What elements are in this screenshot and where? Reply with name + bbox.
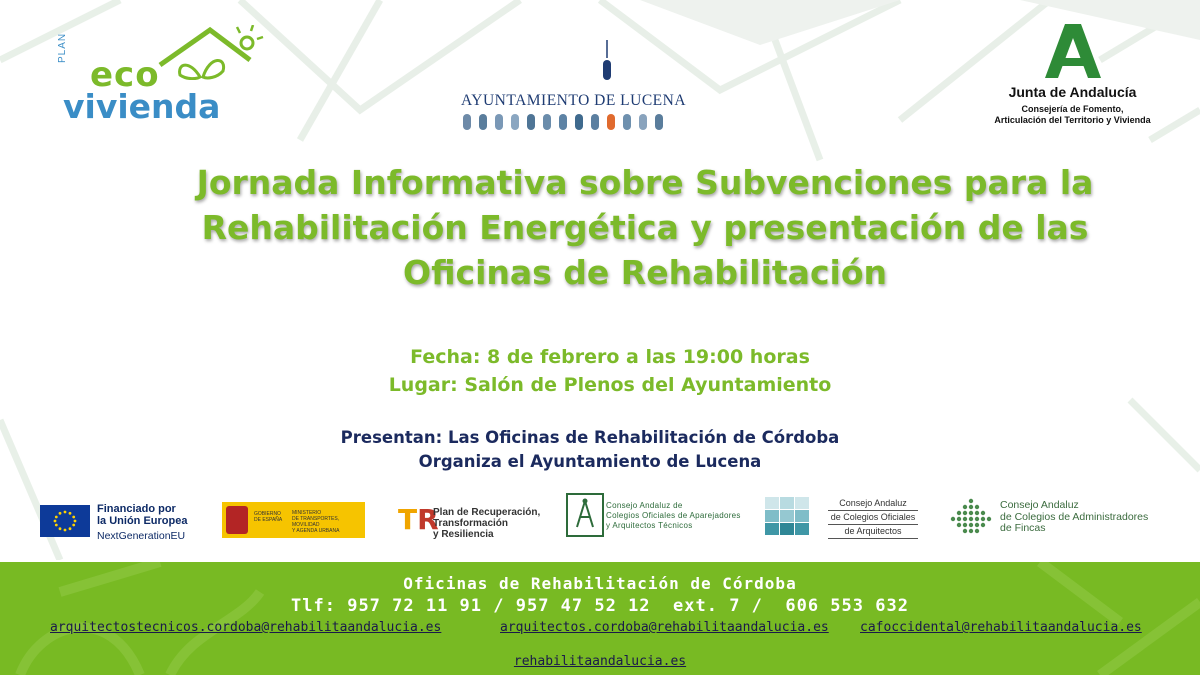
junta-andalucia-logo: [985, 22, 1160, 132]
eu-line: NextGenerationEU: [97, 530, 186, 542]
eu-stars-icon: [40, 505, 90, 537]
plan-label: PLAN: [57, 32, 68, 63]
footer-phone: Tlf: 957 72 11 91 / 957 47 52 12 ext. 7 / 606 553 632: [291, 596, 909, 616]
email-link[interactable]: arquitectos.cordoba@rehabilitaandalucia.es: [500, 620, 829, 635]
compass-icon: [568, 495, 602, 535]
organizer-line: Organiza el Ayuntamiento de Lucena: [418, 452, 762, 471]
email-link[interactable]: arquitectostecnicos.cordoba@rehabilitaandalucia.es: [50, 620, 442, 635]
eco-label: eco: [90, 55, 160, 95]
junta-a-icon: [1043, 22, 1103, 80]
ayuntamiento-lucena-logo: [455, 40, 687, 135]
tower-icon: [600, 40, 614, 82]
grid-cell: [765, 497, 779, 509]
arquitectos-text: [828, 497, 918, 539]
aparejadores-text: [606, 501, 741, 531]
grid-cell: [780, 510, 794, 522]
arq-line: de Colegios Oficiales: [828, 511, 918, 525]
website-link[interactable]: rehabilitaandalucia.es: [513, 654, 687, 669]
presenters: [240, 426, 940, 474]
gob-text: [254, 511, 282, 523]
title-line: Jornada Informativa sobre Subvenciones para la: [196, 163, 1094, 202]
arquitectos-grid-icon: [765, 497, 809, 535]
event-details: [300, 343, 920, 399]
grid-cell: [795, 497, 809, 509]
event-date: Fecha: 8 de febrero a las 19:00 horas: [410, 346, 810, 368]
plan-eco-vivienda-logo: [55, 25, 265, 125]
eu-line: Financiado por: [97, 503, 176, 515]
house-leaf-icon: [155, 25, 265, 80]
presenters-line: Presentan: Las Oficinas de Rehabilitación de Córdoba: [340, 428, 840, 447]
grid-cell: [765, 523, 779, 535]
grid-cell: [780, 497, 794, 509]
prtr-line: Transformación: [433, 518, 509, 529]
grid-cell: [795, 510, 809, 522]
arq-line: de Arquitectos: [828, 525, 918, 539]
footer-title: Oficinas de Rehabilitación de Córdoba: [403, 574, 797, 593]
caf-line: Consejo Andaluz: [1000, 499, 1079, 511]
junta-name: Junta de Andalucía: [1008, 84, 1137, 100]
eu-flag-icon: [40, 505, 90, 537]
ministerio-text: [292, 510, 365, 534]
apar-line: Colegios Oficiales de Aparejadores: [606, 511, 741, 520]
prtr-line: Plan de Recuperación,: [433, 507, 541, 518]
event-place: Lugar: Salón de Plenos del Ayuntamiento: [388, 374, 832, 396]
junta-sub-line: Consejería de Fomento,: [1021, 104, 1124, 114]
caf-line: de Colegios de Administradores: [1000, 510, 1149, 523]
coat-of-arms-icon: [226, 506, 248, 534]
eu-funding-text: [97, 503, 187, 542]
email-link[interactable]: cafoccidental@rehabilitaandalucia.es: [860, 620, 1142, 635]
gob-line: DE TRANSPORTES, MOVILIDAD: [292, 516, 340, 528]
gobierno-espana-logo: [222, 502, 365, 538]
junta-sub-line: Articulación del Territorio y Vivienda: [994, 115, 1151, 125]
page-title: [120, 160, 1170, 295]
gob-line: MINISTERIO: [292, 510, 322, 516]
apar-line: y Arquitectos Técnicos: [606, 521, 693, 530]
caf-line: de Fincas: [1000, 522, 1046, 534]
arq-line: Consejo Andaluz: [828, 497, 918, 511]
administradores-text: [1000, 500, 1148, 535]
title-line: Rehabilitación Energética y presentación de las: [201, 208, 1089, 247]
gob-line: DE ESPAÑA: [254, 517, 283, 523]
figures-icon: [463, 112, 673, 132]
eu-line: la Unión Europea: [97, 515, 188, 527]
administradores-dots-icon: [950, 498, 992, 534]
grid-cell: [780, 523, 794, 535]
prtr-line: y Resiliencia: [433, 529, 494, 540]
vivienda-label: vivienda: [63, 87, 221, 126]
apar-line: Consejo Andaluz de: [606, 501, 683, 510]
gob-line: Y AGENDA URBANA: [292, 528, 340, 534]
footer: [0, 562, 1200, 675]
prtr-icon: TR: [398, 503, 439, 536]
grid-cell: [795, 523, 809, 535]
ayuntamiento-name: AYUNTAMIENTO DE LUCENA: [461, 92, 687, 109]
title-line: Oficinas de Rehabilitación: [403, 253, 887, 292]
grid-cell: [765, 510, 779, 522]
aparejadores-shield-icon: [566, 493, 604, 537]
junta-consejeria: [985, 104, 1160, 126]
gob-line: GOBIERNO: [254, 511, 281, 517]
prtr-text: [433, 507, 540, 540]
